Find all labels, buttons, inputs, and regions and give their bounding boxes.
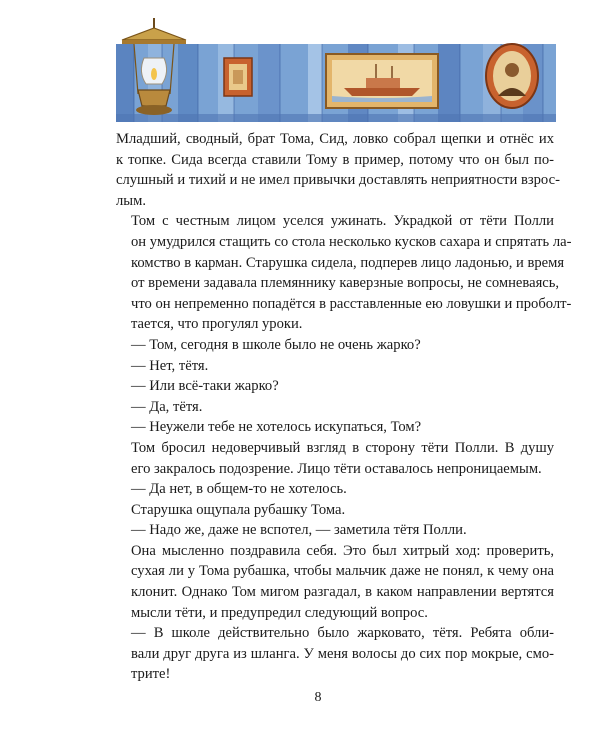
text-line: — Нет, тётя.: [131, 357, 209, 374]
text-line: его закралось подозрение. Лицо тёти оставалось непроницаемым.: [131, 460, 542, 477]
text-line: от времени задавала племяннику каверзные вопросы, не сомневаясь,: [131, 275, 560, 292]
paragraph: [116, 211, 572, 335]
text-line: он умудрился стащить со стола несколько кусков сахара и спрятать ла-: [131, 233, 572, 250]
text-line: лым.: [116, 192, 146, 209]
small-frame: [224, 58, 252, 96]
paragraph: [116, 520, 554, 541]
paragraph: [116, 356, 554, 377]
paragraph: [116, 417, 554, 438]
text-line: Она мысленно поздравила себя. Это был хитрый ход: проверить,: [131, 542, 554, 559]
text-line: Младший, сводный, брат Тома, Сид, ловко собрал щепки и отнёс их: [116, 131, 554, 147]
paragraph: [116, 335, 554, 356]
text-line: — В школе действительно было жарковато, тётя. Ребята обли-: [131, 625, 554, 642]
text-line: клонит. Однако Том мигом разгадал, в каком направлении вертятся: [131, 584, 554, 601]
text-line: к топке. Сида всегда ставили Тому в пример, потому что он был по-: [116, 151, 554, 168]
ship-painting: [326, 54, 438, 108]
text-line: — Да, тётя.: [131, 398, 203, 415]
page-number: 8: [314, 690, 322, 705]
text-line: — Том, сегодня в школе было не очень жарко?: [131, 336, 421, 353]
text-line: Том бросил недоверчивый взгляд в сторону тёти Полли. В душу: [131, 439, 554, 456]
text-line: комство в карман. Старушка сидела, подперев лицо ладонью, и время: [131, 254, 565, 271]
text-line: мысли тёти, и предупредил следующий вопрос.: [131, 604, 428, 621]
paragraph: [116, 541, 554, 623]
text-line: трите!: [131, 666, 171, 683]
story-text: [116, 129, 572, 685]
paragraph: [116, 129, 560, 211]
text-line: Том с честным лицом уселся ужинать. Украдкой от тёти Полли: [131, 213, 554, 230]
paragraph: [116, 623, 554, 685]
text-line: — Надо же, даже не вспотел, — заметила тётя Полли.: [131, 522, 467, 539]
text-line: — Да нет, в общем-то не хотелось.: [131, 481, 347, 498]
text-line: Старушка ощупала рубашку Тома.: [131, 501, 346, 518]
text-line: — Или всё-таки жарко?: [131, 378, 279, 395]
portrait-frame: [486, 44, 538, 108]
text-line: тается, что прогулял уроки.: [131, 316, 303, 333]
text-line: — Неужели тебе не хотелось искупаться, Том?: [131, 419, 422, 436]
paragraph: [116, 397, 554, 418]
paragraph: [116, 500, 554, 521]
paragraph: [116, 376, 554, 397]
text-line: сухая ли у Тома рубашка, чтобы мальчик даже не понял, к чему она: [131, 563, 554, 580]
text-line: что он непременно попадётся в расставленные ею ловушки и проболт-: [131, 295, 572, 312]
header-illustration: [108, 14, 558, 126]
paragraph: [116, 479, 554, 500]
text-line: вали друг друга из шланга. У меня волосы до сих пор мокрые, смо-: [131, 645, 554, 662]
text-line: слушный и тихий и не имел привычки доставлять неприятности взрос-: [116, 172, 560, 189]
paragraph: [116, 438, 554, 479]
